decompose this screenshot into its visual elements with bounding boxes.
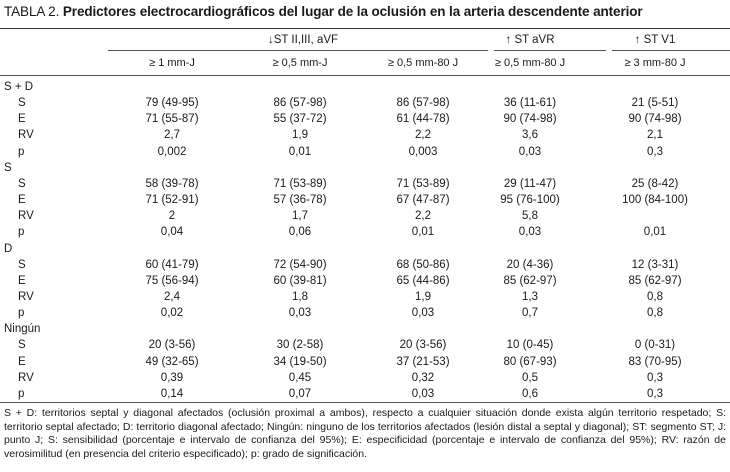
table-cell: 71 (53-89) bbox=[273, 177, 327, 190]
table-cell: 67 (47-87) bbox=[396, 194, 450, 207]
table-cell: 0,003 bbox=[408, 145, 438, 158]
table-cell: 90 (74-98) bbox=[628, 113, 682, 126]
row-label: RV bbox=[18, 129, 34, 142]
row-label: E bbox=[18, 113, 26, 126]
table-cell: 1,7 bbox=[292, 210, 308, 223]
row-label: p bbox=[18, 387, 25, 400]
table-cell: 0,07 bbox=[288, 387, 312, 400]
table-cell: 20 (3-56) bbox=[399, 339, 447, 352]
table-cell: 0,45 bbox=[288, 371, 312, 384]
table-cell: 85 (62-97) bbox=[628, 274, 682, 287]
table-cell: 71 (52-91) bbox=[145, 194, 199, 207]
table-cell: 57 (36-78) bbox=[273, 194, 327, 207]
table-cell: 0,6 bbox=[522, 387, 538, 400]
table-cell: 0,8 bbox=[647, 307, 663, 320]
section-label: S + D bbox=[4, 81, 34, 93]
table-cell: 0,7 bbox=[522, 307, 538, 320]
table-cell: 34 (19-50) bbox=[273, 355, 327, 368]
table-cell: 80 (67-93) bbox=[503, 355, 557, 368]
section-label: S bbox=[4, 161, 12, 174]
table-cell: 36 (11-61) bbox=[503, 97, 557, 110]
column-header-5: ≥ 3 mm-80 J bbox=[624, 57, 686, 69]
table-cell: 55 (37-72) bbox=[273, 113, 327, 126]
table-cell: 21 (5-51) bbox=[631, 97, 679, 110]
row-label: E bbox=[18, 274, 26, 287]
table-cell: 0 (0-31) bbox=[634, 339, 676, 352]
table-cell: 0,5 bbox=[522, 371, 538, 384]
row-label: S bbox=[18, 258, 26, 271]
row-label: S bbox=[18, 339, 26, 352]
table-title bbox=[4, 4, 643, 19]
table-cell: 20 (3-56) bbox=[148, 339, 196, 352]
table-number: TABLA 2. bbox=[4, 4, 60, 19]
group-header-st-inferior: ↓ST II,III, aVF bbox=[267, 34, 339, 46]
table-cell: 0,32 bbox=[411, 371, 435, 384]
row-label: p bbox=[18, 226, 25, 239]
table-cell: 0,3 bbox=[647, 371, 663, 384]
table-cell: 79 (49-95) bbox=[145, 97, 199, 110]
column-header-3: ≥ 0,5 mm-80 J bbox=[387, 57, 459, 69]
table-cell: 49 (32-65) bbox=[145, 355, 199, 368]
table-cell: 10 (0-45) bbox=[506, 339, 554, 352]
row-label: RV bbox=[18, 290, 34, 303]
table-cell: 0,04 bbox=[160, 226, 184, 239]
table-cell: 25 (8-42) bbox=[631, 177, 679, 190]
table-cell: 30 (2-58) bbox=[276, 339, 324, 352]
table-cell: 1,8 bbox=[292, 290, 308, 303]
table-cell: 0,3 bbox=[647, 145, 663, 158]
group-header-st-v1: ↑ ST V1 bbox=[634, 34, 676, 46]
table-cell: 12 (3-31) bbox=[631, 258, 679, 271]
row-label: S bbox=[18, 177, 26, 190]
table-cell: 71 (53-89) bbox=[396, 177, 450, 190]
row-label: S bbox=[18, 97, 26, 110]
table-cell: 0,03 bbox=[518, 226, 542, 239]
table-cell: 0,01 bbox=[288, 145, 312, 158]
table-cell: 58 (39-78) bbox=[145, 177, 199, 190]
table-cell: 0,03 bbox=[518, 145, 542, 158]
table-cell: 83 (70-95) bbox=[628, 355, 682, 368]
table-cell: 3,6 bbox=[522, 129, 538, 142]
table-cell: 68 (50-86) bbox=[396, 258, 450, 271]
row-label: RV bbox=[18, 210, 34, 223]
table-cell: 0,03 bbox=[411, 307, 435, 320]
table-cell: 86 (57-98) bbox=[273, 97, 327, 110]
table-cell: 2 bbox=[168, 210, 176, 223]
table-cell: 75 (56-94) bbox=[145, 274, 199, 287]
table-cell: 0,14 bbox=[160, 387, 184, 400]
table-cell: 86 (57-98) bbox=[396, 97, 450, 110]
table-cell: 65 (44-86) bbox=[396, 274, 450, 287]
table-cell: 2,1 bbox=[647, 129, 663, 142]
table-cell: 85 (62-97) bbox=[503, 274, 557, 287]
row-label: E bbox=[18, 355, 26, 368]
table-cell: 60 (41-79) bbox=[145, 258, 199, 271]
table-cell: 37 (21-53) bbox=[396, 355, 450, 368]
bottom-rule bbox=[0, 402, 730, 403]
group-rule-st-v1 bbox=[612, 50, 730, 51]
section-label: Ningún bbox=[4, 323, 41, 336]
table-cell: 0,8 bbox=[647, 290, 663, 303]
row-label: RV bbox=[18, 371, 34, 384]
group-rule-st-inferior bbox=[108, 50, 488, 51]
table-cell: 0,01 bbox=[643, 226, 667, 239]
section-label: D bbox=[4, 242, 13, 255]
table-cell: 0,002 bbox=[157, 145, 187, 158]
table-cell: 2,2 bbox=[415, 129, 431, 142]
table-cell: 0,03 bbox=[288, 307, 312, 320]
table-cell: 0,02 bbox=[160, 307, 184, 320]
table-cell: 2,2 bbox=[415, 210, 431, 223]
group-header-st-avr: ↑ ST aVR bbox=[505, 34, 555, 46]
table-cell: 0,06 bbox=[288, 226, 312, 239]
table-footnote: S + D: territorios septal y diagonal afectados (oclusión proximal a ambos), respecto a cualquier situación donde exista algún territorio respetado; S: territorio septal afectado; D: territorio diagonal afectado; Ningún: ninguno de los territorios afectados (lesión distal a septal y diagonal); ST: segmento ST; J: punto J; S: sensibilidad (porcentaje e intervalo de confianza del 95%); E: especificidad (porcentaje e intervalo de confianza del 95%); RV: razón de verosimilitud (en presencia del criterio especificado); p: grado de significación. bbox=[4, 407, 726, 460]
top-rule bbox=[0, 28, 730, 29]
table-cell: 29 (11-47) bbox=[503, 177, 557, 190]
table-cell: 1,9 bbox=[415, 290, 431, 303]
row-label: p bbox=[18, 307, 25, 320]
table-cell: 61 (44-78) bbox=[396, 113, 450, 126]
table-caption: Predictores electrocardiográficos del lugar de la oclusión en la arteria descendente anterior bbox=[62, 4, 643, 19]
table-cell: 0,3 bbox=[647, 387, 663, 400]
group-rule-st-avr bbox=[494, 50, 606, 51]
table-cell: 5,8 bbox=[522, 210, 538, 223]
table-cell: 90 (74-98) bbox=[503, 113, 557, 126]
table-cell: 1,9 bbox=[292, 129, 308, 142]
table-cell: 1,3 bbox=[522, 290, 538, 303]
table-cell: 2,4 bbox=[164, 290, 180, 303]
column-header-2: ≥ 0,5 mm-J bbox=[272, 57, 328, 69]
table-cell: 20 (4-36) bbox=[506, 258, 554, 271]
table-cell: 72 (54-90) bbox=[273, 258, 327, 271]
table-cell: 0,39 bbox=[160, 371, 184, 384]
column-header-1: ≥ 1 mm-J bbox=[149, 57, 195, 69]
row-label: E bbox=[18, 194, 26, 207]
table-cell: 100 (84-100) bbox=[622, 194, 688, 207]
table-cell: 0,01 bbox=[411, 226, 435, 239]
table-cell: 2,7 bbox=[164, 129, 180, 142]
header-rule bbox=[0, 75, 730, 76]
row-label: p bbox=[18, 145, 25, 158]
table-cell: 71 (55-87) bbox=[145, 113, 199, 126]
table-cell: 60 (39-81) bbox=[273, 274, 327, 287]
column-header-4: ≥ 0,5 mm-80 J bbox=[494, 57, 566, 69]
table-cell: 0,03 bbox=[411, 387, 435, 400]
table-cell: 95 (76-100) bbox=[500, 194, 560, 207]
